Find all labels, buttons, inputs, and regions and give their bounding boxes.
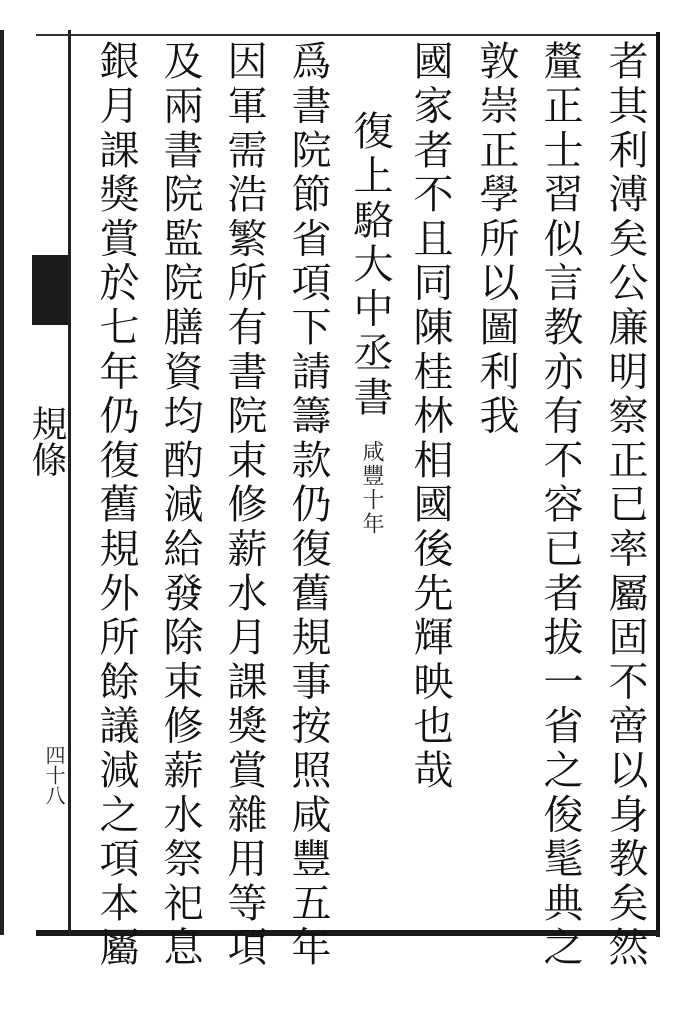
text-column-8: 銀月課獎賞於七年仍復舊規外所餘議減之項本屬 (93, 40, 139, 971)
gutter-page-number: 四十八 (42, 745, 66, 805)
text-column-5: 爲書院節省項下請籌款仍復舊規事按照咸豐五年 (285, 40, 331, 971)
text-column-4: 國家者不且同陳桂林相國後先輝映也哉 (407, 40, 453, 794)
gutter-border-line (68, 30, 71, 935)
text-column-6: 因軍需浩繁所有書院束修薪水月課獎賞雜用等項 (221, 40, 267, 971)
letter-heading: 復上駱大中丞書 (347, 110, 393, 421)
date-note: 咸豐十年 (359, 440, 384, 536)
page-gutter (0, 30, 70, 935)
text-column-2: 釐正士習似言教亦有不容已者拔一省之俊髦典之 (537, 40, 583, 971)
gutter-fishtail-mark (32, 255, 68, 325)
gutter-section-label: 規條 (26, 405, 67, 477)
gutter-edge-line (0, 30, 4, 935)
text-column-3: 敦崇正學所以圖利我 (473, 40, 519, 439)
text-column-1: 者其利溥矣公廉明察正已率屬固不啻以身教矣然 (602, 40, 648, 971)
text-column-7: 及兩書院監院膳資均酌減給發除束修薪水祭祀息 (157, 40, 203, 971)
frame-top-border (36, 34, 658, 36)
